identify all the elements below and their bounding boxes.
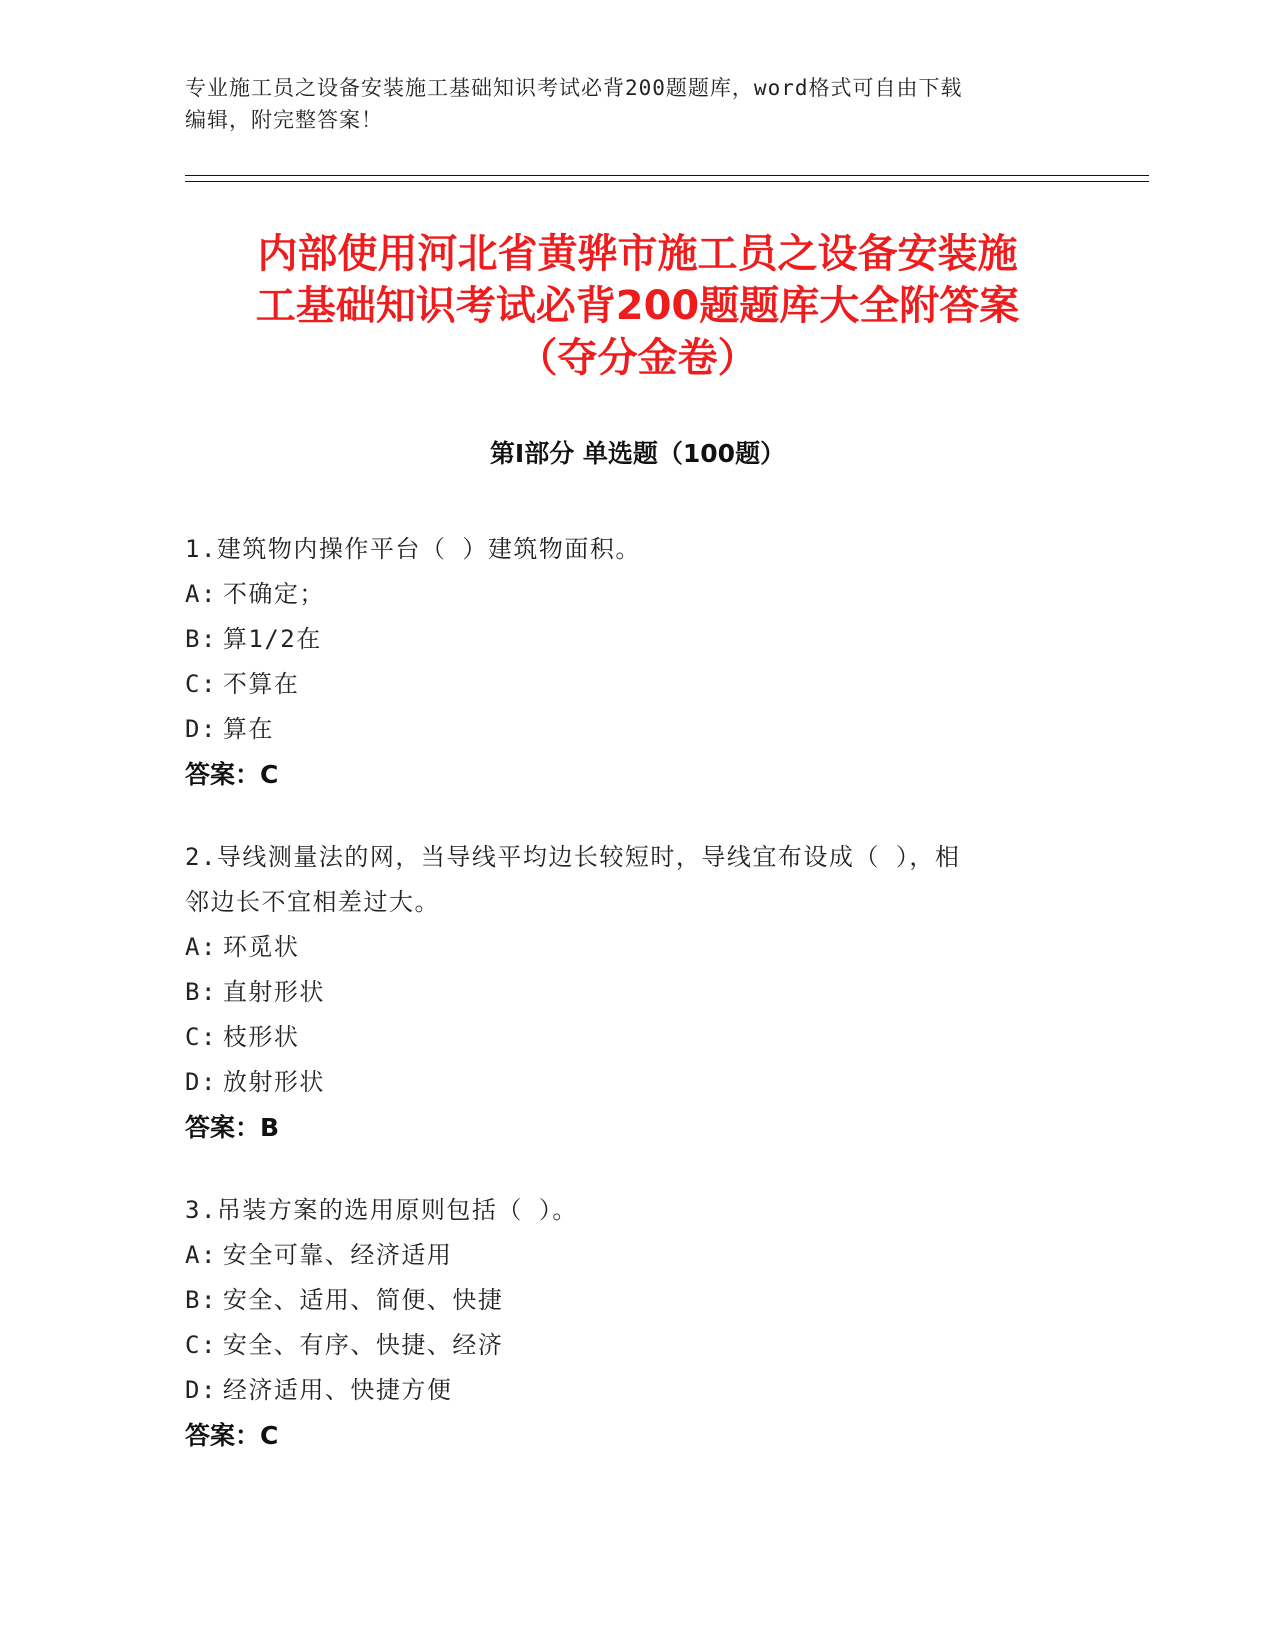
question-2 [185,835,1065,1150]
option-d [185,707,1065,752]
option-key: A: [185,933,217,961]
option-key: B: [185,978,217,1006]
document-title [185,228,1090,384]
option-key: D: [185,1376,217,1404]
header-divider-top [185,175,1149,176]
option-key: A: [185,1241,217,1269]
option-text: 枝形状 [222,1023,300,1051]
option-text: 安全、适用、简便、快捷 [222,1286,504,1314]
option-text: 算1/2在 [222,625,322,653]
option-a [185,1233,1065,1278]
option-d [185,1368,1065,1413]
option-key: C: [185,670,217,698]
option-text: 安全、有序、快捷、经济 [222,1331,504,1359]
option-text: 不确定； [222,580,325,608]
option-key: C: [185,1331,217,1359]
question-list [185,527,1065,1496]
question-stem: 1.建筑物内操作平台（ ）建筑物面积。 [185,535,641,563]
option-c [185,1015,1065,1060]
title-line-1: 内部使用河北省黄骅市施工员之设备安装施 [257,231,1018,277]
header-note-line-1: 专业施工员之设备安装施工基础知识考试必背200题题库，word格式可自由下载 [185,76,963,100]
option-c [185,1323,1065,1368]
question-stem: 3.吊装方案的选用原则包括（ ）。 [185,1196,578,1224]
option-key: D: [185,1068,217,1096]
answer-label: 答案：C [185,760,279,789]
option-text: 安全可靠、经济适用 [222,1241,453,1269]
question-3 [185,1188,1065,1458]
option-key: B: [185,1286,217,1314]
option-c [185,662,1065,707]
option-text: 经济适用、快捷方便 [222,1376,453,1404]
option-key: B: [185,625,217,653]
option-key: A: [185,580,217,608]
option-b [185,1278,1065,1323]
title-line-3: （夺分金卷） [517,335,758,381]
option-text: 算在 [222,715,274,743]
header-note [185,72,1065,136]
header-divider-bottom [185,181,1149,182]
option-b [185,970,1065,1015]
option-a [185,572,1065,617]
title-line-2: 工基础知识考试必背200题题库大全附答案 [255,283,1020,329]
option-text: 环觅状 [222,933,300,961]
option-key: C: [185,1023,217,1051]
option-key: D: [185,715,217,743]
header-note-line-2: 编辑，附完整答案！ [185,108,383,132]
section-heading: 第Ⅰ部分 单选题（100题） [489,439,786,468]
question-stem: 2.导线测量法的网，当导线平均边长较短时，导线宜布设成（ ），相 [185,843,961,871]
question-stem-continued: 邻边长不宜相差过大。 [185,888,440,916]
option-text: 放射形状 [222,1068,325,1096]
option-text: 直射形状 [222,978,325,1006]
answer-label: 答案：C [185,1421,279,1450]
option-d [185,1060,1065,1105]
option-b [185,617,1065,662]
option-text: 不算在 [222,670,300,698]
answer-label: 答案：B [185,1113,280,1142]
question-1 [185,527,1065,797]
option-a [185,925,1065,970]
